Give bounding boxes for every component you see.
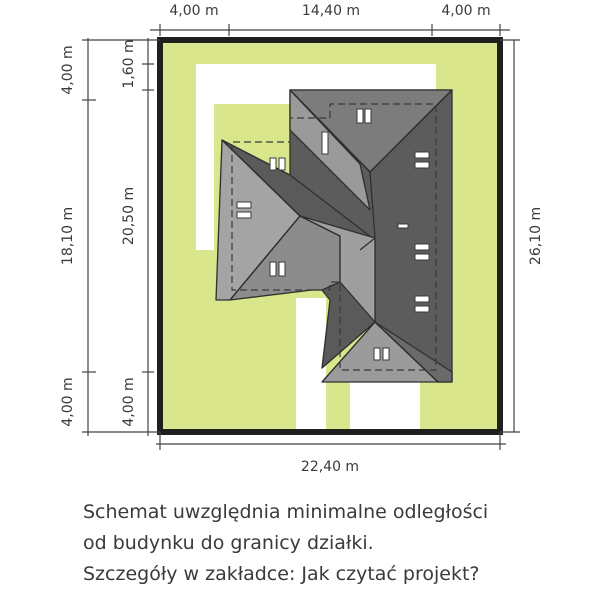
roof-window (270, 158, 276, 170)
dim-left-outer-mid: 18,10 m (60, 206, 76, 266)
dim-top-right: 4,00 m (441, 3, 491, 19)
note-line-1: Schemat uwzględnia minimalne odległości (83, 501, 489, 523)
roof-window (237, 202, 251, 208)
note-line-3: Szczegóły w zakładce: Jak czytać projekt? (83, 563, 480, 585)
chimney (322, 132, 328, 154)
dim-left-outer-bottom: 4,00 m (60, 377, 76, 427)
roof-window (415, 152, 429, 158)
roof-window (415, 296, 429, 302)
dim-left-inner-mid: 20,50 m (121, 186, 137, 246)
dim-top-center: 14,40 m (301, 3, 361, 19)
roof-window (357, 109, 363, 123)
dim-right: 26,10 m (528, 206, 544, 266)
vent (398, 224, 408, 228)
path-strip (350, 380, 420, 432)
explanatory-note (83, 497, 593, 590)
dim-left-inner-bottom: 4,00 m (121, 377, 137, 427)
roof-window (270, 262, 276, 276)
roof-window (415, 162, 429, 168)
roof-window (374, 348, 380, 360)
roof-window (383, 348, 389, 360)
roof-window (415, 244, 429, 250)
note-line-2: od budynku do granicy działki. (83, 532, 374, 554)
driveway-strip (296, 298, 326, 432)
roof-window (279, 262, 285, 276)
roof-window (237, 212, 251, 218)
roof-window (279, 158, 285, 170)
roof-window (365, 109, 371, 123)
roof-window (415, 306, 429, 312)
dim-bottom: 22,40 m (300, 459, 360, 475)
dim-left-inner-top: 1,60 m (121, 39, 137, 89)
roof-window (415, 254, 429, 260)
dim-left-outer-top: 4,00 m (60, 45, 76, 95)
dim-top-left: 4,00 m (169, 3, 219, 19)
